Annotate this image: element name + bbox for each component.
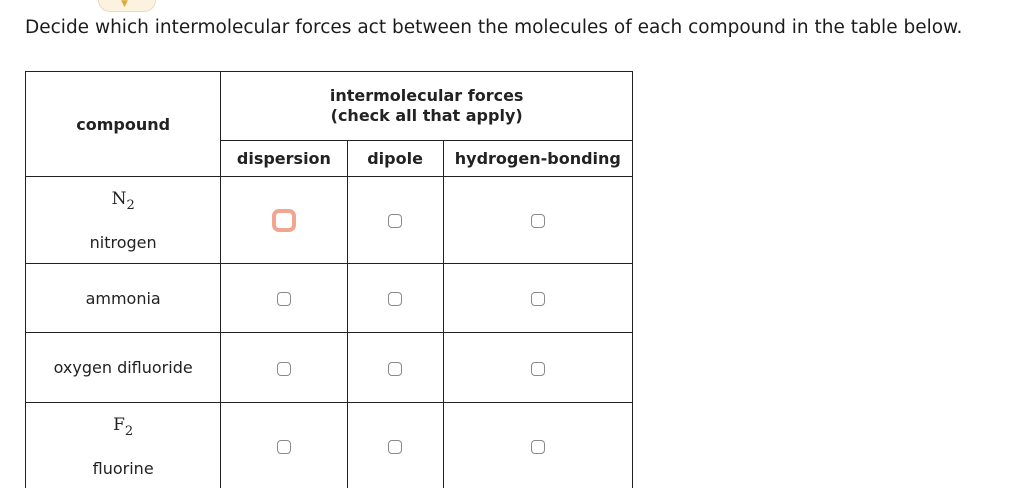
checkbox-fluorine-hydrogen-bonding[interactable] bbox=[531, 440, 545, 454]
checkbox-ammonia-dipole[interactable] bbox=[388, 292, 402, 306]
formula-subscript: 2 bbox=[124, 423, 134, 439]
compound-cell bbox=[26, 403, 221, 490]
hydrogen-bonding-cell bbox=[443, 403, 632, 490]
column-dipole: dipole bbox=[347, 141, 443, 177]
column-dispersion: dispersion bbox=[221, 141, 347, 177]
collapse-tab[interactable] bbox=[98, 0, 156, 12]
dispersion-cell bbox=[221, 333, 347, 403]
column-hydrogen-bonding: hydrogen-bonding bbox=[443, 141, 632, 177]
compound-name: fluorine bbox=[92, 458, 154, 478]
table-row-oxygen-difluoride bbox=[26, 333, 633, 403]
compound-formula bbox=[26, 189, 220, 213]
checkbox-ammonia-hydrogen-bonding[interactable] bbox=[531, 292, 545, 306]
dipole-cell bbox=[347, 264, 443, 333]
checkbox-nitrogen-dipole[interactable] bbox=[388, 214, 402, 228]
dipole-cell bbox=[347, 333, 443, 403]
compound-name: nitrogen bbox=[89, 232, 157, 252]
compound-formula bbox=[26, 415, 220, 439]
checkbox-oxygen-difluoride-hydrogen-bonding[interactable] bbox=[531, 362, 545, 376]
compound-cell bbox=[26, 177, 221, 264]
checkbox-fluorine-dipole[interactable] bbox=[388, 440, 402, 454]
dispersion-cell bbox=[221, 264, 347, 333]
checkbox-nitrogen-hydrogen-bonding[interactable] bbox=[531, 214, 545, 228]
compound-cell bbox=[26, 264, 221, 333]
formula-symbol: F bbox=[113, 414, 125, 435]
dipole-cell bbox=[347, 403, 443, 490]
question-prompt: Decide which intermolecular forces act between the molecules of each compound in the table below. bbox=[25, 17, 963, 38]
hydrogen-bonding-cell bbox=[443, 333, 632, 403]
forces-title: intermolecular forces bbox=[329, 86, 524, 105]
forces-subtitle: (check all that apply) bbox=[330, 106, 523, 125]
table-row-nitrogen bbox=[26, 177, 633, 264]
compound-header: compound bbox=[26, 72, 221, 177]
dispersion-cell bbox=[221, 403, 347, 490]
checkbox-fluorine-dispersion[interactable] bbox=[277, 440, 291, 454]
checkbox-oxygen-difluoride-dipole[interactable] bbox=[388, 362, 402, 376]
forces-header bbox=[221, 72, 633, 141]
compound-name: ammonia bbox=[85, 288, 161, 308]
checkbox-oxygen-difluoride-dispersion[interactable] bbox=[277, 362, 291, 376]
table-row-fluorine bbox=[26, 403, 633, 490]
dipole-cell bbox=[347, 177, 443, 264]
hydrogen-bonding-cell bbox=[443, 177, 632, 264]
table-row-ammonia bbox=[26, 264, 633, 333]
compound-cell bbox=[26, 333, 221, 403]
checkbox-ammonia-dispersion[interactable] bbox=[277, 292, 291, 306]
formula-subscript: 2 bbox=[126, 197, 135, 213]
intermolecular-forces-table bbox=[25, 71, 633, 490]
compound-name: oxygen difluoride bbox=[53, 358, 193, 377]
hydrogen-bonding-cell bbox=[443, 264, 632, 333]
checkbox-nitrogen-dispersion[interactable] bbox=[272, 209, 296, 232]
dispersion-cell bbox=[221, 177, 347, 264]
formula-symbol: N bbox=[111, 188, 127, 209]
chevron-down-icon: ▼ bbox=[121, 0, 128, 9]
